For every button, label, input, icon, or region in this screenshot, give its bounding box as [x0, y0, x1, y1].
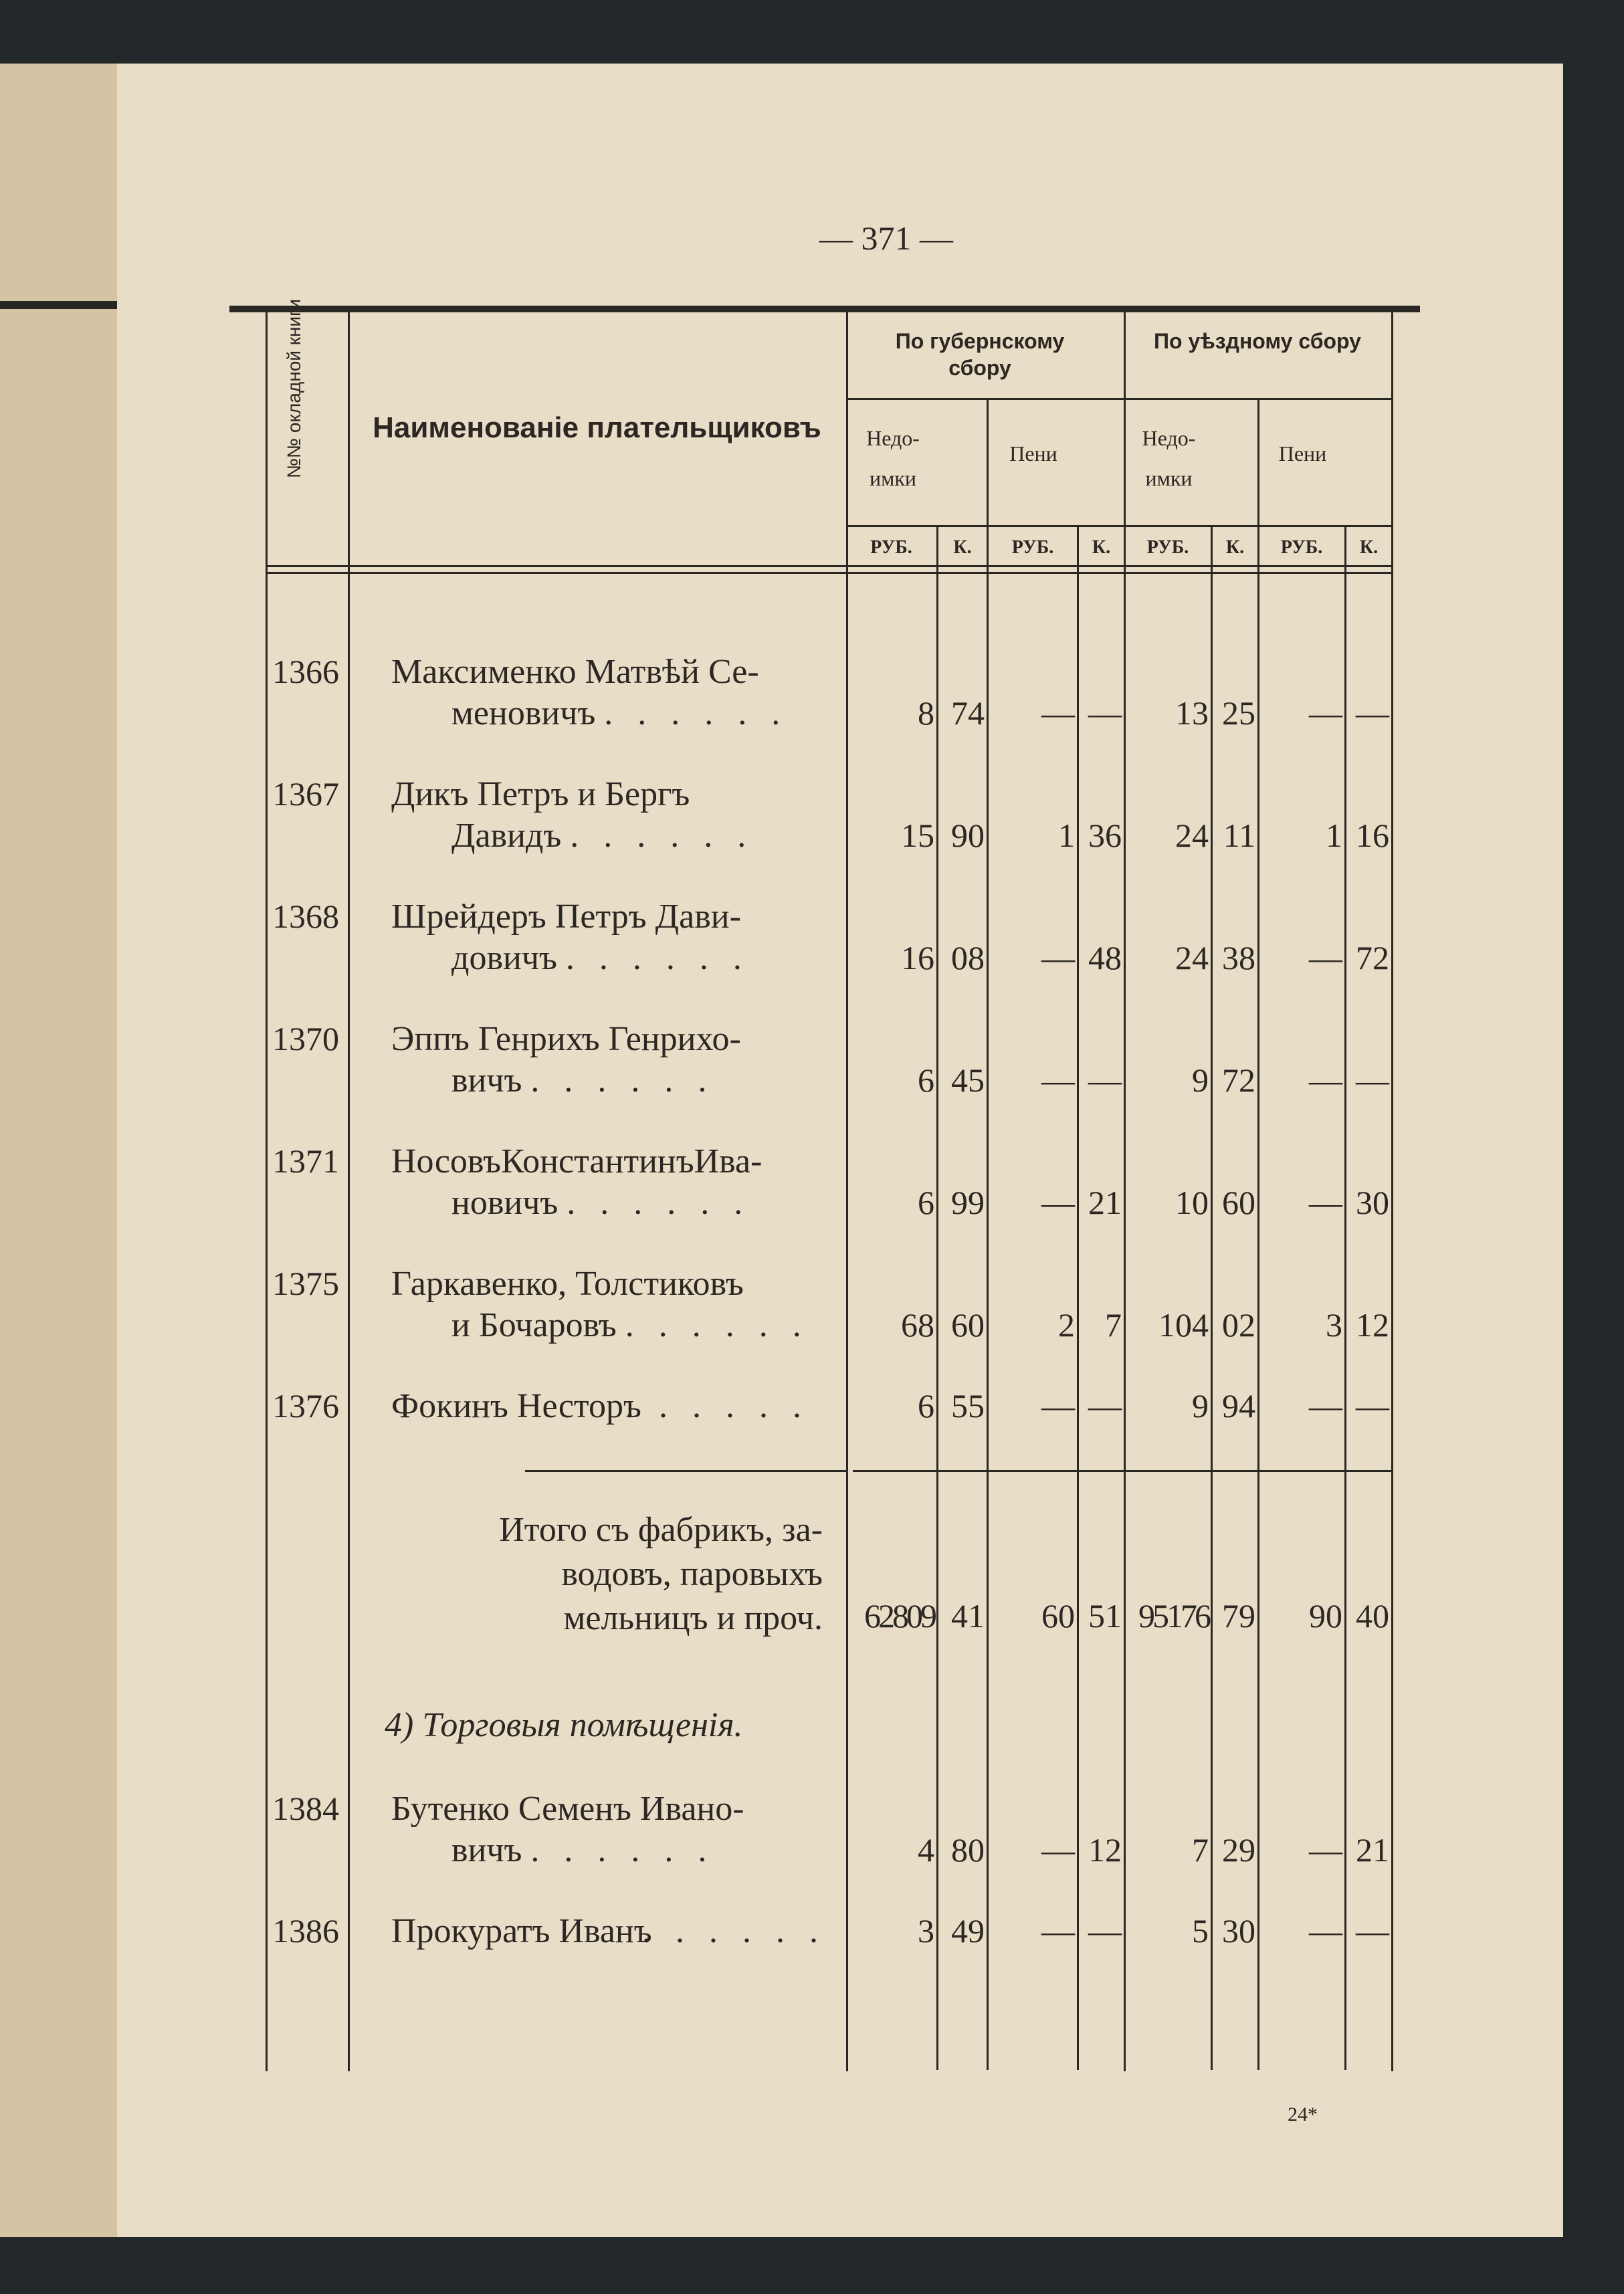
- amount-cell: 104: [1158, 1306, 1209, 1344]
- col-divider: [1257, 398, 1259, 2070]
- amount-cell: —: [1356, 1061, 1389, 1099]
- leader-dots: . . . . . .: [570, 817, 754, 855]
- amount-cell: —: [1088, 1387, 1122, 1425]
- kop-unit: К.: [1092, 537, 1111, 558]
- payer-name-line1: Шрейдеръ Петръ Дави-: [391, 898, 741, 936]
- book-number: 1375: [272, 1265, 339, 1302]
- amount-cell: 21: [1356, 1831, 1389, 1869]
- amount-cell: 48: [1088, 939, 1122, 976]
- amount-cell: —: [1041, 1912, 1075, 1950]
- payer-name-text: вичъ: [451, 1061, 531, 1100]
- amount-cell: 13: [1175, 694, 1209, 732]
- amount-cell: 10: [1175, 1184, 1209, 1221]
- amount-cell: 45: [951, 1061, 985, 1099]
- total-amount: 62809: [864, 1597, 934, 1635]
- amount-cell: 08: [951, 939, 985, 976]
- section-title: 4) Торговыя помѣщенія.: [385, 1706, 743, 1744]
- amount-cell: 72: [1222, 1061, 1255, 1099]
- payer-name-dots: [642, 1911, 826, 1952]
- amount-cell: —: [1356, 1912, 1389, 1950]
- amount-cell: 5: [1192, 1912, 1209, 1950]
- leader-dots: . . . . . .: [530, 1061, 715, 1100]
- amount-cell: 6: [918, 1061, 934, 1099]
- amount-cell: 72: [1356, 939, 1389, 976]
- total-rule: [525, 1470, 846, 1472]
- amount-cell: —: [1356, 1387, 1389, 1425]
- book-number: 1368: [272, 898, 339, 935]
- rub-unit: РУБ.: [870, 537, 912, 558]
- amount-cell: —: [1041, 1387, 1075, 1425]
- amount-cell: —: [1309, 1184, 1342, 1221]
- header-rule: [266, 572, 1391, 574]
- total-amount: 41: [951, 1597, 985, 1635]
- leader-dots: . . . . . .: [642, 1912, 826, 1950]
- kop-unit: К.: [1225, 537, 1245, 558]
- amount-cell: 30: [1356, 1184, 1389, 1221]
- amount-cell: 02: [1222, 1306, 1255, 1344]
- amount-cell: 1: [1326, 817, 1342, 854]
- payer-name-text: меновичъ: [451, 694, 605, 732]
- total-amount: 60: [1041, 1597, 1075, 1635]
- amount-cell: —: [1041, 1184, 1075, 1221]
- total-line: водовъ, паровыхъ: [561, 1555, 823, 1593]
- amount-cell: 7: [1105, 1306, 1122, 1344]
- book-number: 1386: [272, 1912, 339, 1950]
- header-rule: [1124, 398, 1391, 400]
- header-rule: [846, 525, 1391, 527]
- leader-dots: . . . . . .: [567, 1184, 751, 1222]
- header-rule: [266, 565, 1391, 567]
- footer-mark: 24*: [1288, 2103, 1318, 2125]
- payer-name-line1: Фокинъ Несторъ: [391, 1387, 641, 1425]
- total-rule: [853, 1470, 1391, 1472]
- payer-name-line1: Максименко Матвѣй Се-: [391, 653, 759, 691]
- amount-cell: —: [1041, 939, 1075, 976]
- amount-cell: 90: [951, 817, 985, 854]
- amount-cell: 11: [1223, 817, 1255, 854]
- amount-cell: 3: [918, 1912, 934, 1950]
- penalty-header: Пени: [1009, 441, 1057, 465]
- uezd-header: По уѣздному сбору: [1154, 329, 1361, 353]
- amount-cell: —: [1088, 1912, 1122, 1950]
- book-number: 1384: [272, 1790, 339, 1827]
- rub-unit: РУБ.: [1280, 537, 1323, 558]
- leader-dots: . . . . . .: [625, 1306, 809, 1344]
- table-top-rule: [229, 306, 1420, 312]
- total-amount: 90: [1309, 1597, 1342, 1635]
- col-divider: [348, 312, 350, 2071]
- amount-cell: 16: [901, 939, 934, 976]
- payer-name-line1: Эппъ Генрихъ Генрихо-: [391, 1020, 741, 1058]
- amount-cell: 12: [1356, 1306, 1389, 1344]
- left-page-edge: [0, 64, 117, 2237]
- payer-name-text: довичъ: [451, 939, 566, 977]
- col-divider: [1391, 312, 1393, 2071]
- amount-cell: 30: [1222, 1912, 1255, 1950]
- amount-cell: —: [1309, 1912, 1342, 1950]
- header-rule: [846, 398, 1124, 400]
- payer-name-line1: Дикъ Петръ и Бергъ: [391, 775, 690, 813]
- amount-cell: —: [1088, 1061, 1122, 1099]
- payer-name-line1: НосовъКонстантинъИва-: [391, 1142, 763, 1180]
- amount-cell: —: [1309, 1061, 1342, 1099]
- amount-cell: 8: [918, 694, 934, 732]
- leader-dots: . . . . . .: [565, 939, 750, 977]
- total-amount: 51: [1088, 1597, 1122, 1635]
- payer-name-line2: [451, 694, 788, 734]
- penalty-header: Пени: [1278, 441, 1327, 465]
- amount-cell: —: [1309, 939, 1342, 976]
- amount-cell: 36: [1088, 817, 1122, 854]
- leader-dots: . . . . . .: [604, 694, 789, 732]
- amount-cell: 24: [1175, 939, 1209, 976]
- amount-cell: —: [1356, 694, 1389, 732]
- book-number: 1370: [272, 1020, 339, 1057]
- amount-cell: 60: [951, 1306, 985, 1344]
- amount-cell: 9: [1192, 1061, 1209, 1099]
- arrears-header: Недо- имки: [1142, 426, 1196, 490]
- amount-cell: —: [1041, 694, 1075, 732]
- total-amount: 79: [1222, 1597, 1255, 1635]
- kop-unit: К.: [953, 537, 972, 558]
- book-number: 1366: [272, 653, 339, 690]
- payer-name-line2: [451, 1831, 714, 1871]
- total-line: Итого съ фабрикъ, за-: [499, 1511, 823, 1549]
- payer-name-dots: [625, 1386, 809, 1427]
- rub-unit: РУБ.: [1011, 537, 1054, 558]
- amount-cell: —: [1309, 694, 1342, 732]
- amount-cell: 94: [1222, 1387, 1255, 1425]
- amount-cell: 25: [1222, 694, 1255, 732]
- payer-name-line2: [451, 816, 754, 856]
- amount-cell: 29: [1222, 1831, 1255, 1869]
- payer-name-line2: [451, 1306, 809, 1346]
- payer-name-line2: [451, 938, 750, 978]
- payer-name-line1: Прокуратъ Иванъ: [391, 1912, 652, 1950]
- amount-cell: 80: [951, 1831, 985, 1869]
- amount-cell: —: [1041, 1831, 1075, 1869]
- leader-dots: . . . . . .: [625, 1387, 809, 1425]
- amount-cell: 7: [1192, 1831, 1209, 1869]
- payer-name-text: и Бочаровъ: [451, 1306, 625, 1344]
- amount-cell: 68: [901, 1306, 934, 1344]
- col-divider: [266, 312, 268, 2071]
- payer-name-text: Давидъ: [451, 817, 571, 855]
- gub-header: По губернскому сбору: [895, 329, 1065, 380]
- amount-cell: 16: [1356, 817, 1389, 854]
- total-label: [448, 1508, 823, 1641]
- book-no-header: №№ окладной книги: [284, 299, 304, 478]
- amount-cell: 60: [1222, 1184, 1255, 1221]
- payer-name-header: Наименованіе плательщиковъ: [373, 411, 821, 444]
- amount-cell: —: [1041, 1061, 1075, 1099]
- payer-name-text: новичъ: [451, 1184, 567, 1222]
- payer-name-line1: Гаркавенко, Толстиковъ: [391, 1265, 744, 1303]
- left-page-rule: [0, 301, 117, 309]
- amount-cell: 38: [1222, 939, 1255, 976]
- amount-cell: —: [1088, 694, 1122, 732]
- payer-name-text: вичъ: [451, 1831, 531, 1869]
- leader-dots: . . . . . .: [530, 1831, 715, 1869]
- page-number: — 371 —: [819, 219, 953, 257]
- amount-cell: —: [1309, 1831, 1342, 1869]
- total-line: мельницъ и проч.: [563, 1599, 823, 1637]
- book-number: 1371: [272, 1142, 339, 1180]
- book-page: [117, 64, 1563, 2237]
- arrears-header: Недо- имки: [866, 426, 920, 490]
- amount-cell: 12: [1088, 1831, 1122, 1869]
- total-amount: 95176: [1138, 1597, 1209, 1635]
- rub-unit: РУБ.: [1146, 537, 1189, 558]
- amount-cell: 9: [1192, 1387, 1209, 1425]
- amount-cell: 6: [918, 1387, 934, 1425]
- kop-unit: К.: [1359, 537, 1379, 558]
- amount-cell: 4: [918, 1831, 934, 1869]
- amount-cell: 2: [1058, 1306, 1075, 1344]
- amount-cell: 1: [1058, 817, 1075, 854]
- book-number: 1367: [272, 775, 339, 813]
- amount-cell: 55: [951, 1387, 985, 1425]
- amount-cell: 3: [1326, 1306, 1342, 1344]
- amount-cell: 24: [1175, 817, 1209, 854]
- total-amount: 40: [1356, 1597, 1389, 1635]
- amount-cell: 99: [951, 1184, 985, 1221]
- payer-name-line2: [451, 1061, 714, 1101]
- amount-cell: 21: [1088, 1184, 1122, 1221]
- amount-cell: 15: [901, 817, 934, 854]
- amount-cell: —: [1309, 1387, 1342, 1425]
- payer-name-line2: [451, 1183, 750, 1223]
- col-divider: [987, 398, 989, 2070]
- amount-cell: 49: [951, 1912, 985, 1950]
- payer-name-line1: Бутенко Семенъ Ивано-: [391, 1790, 744, 1828]
- amount-cell: 6: [918, 1184, 934, 1221]
- amount-cell: 74: [951, 694, 985, 732]
- book-number: 1376: [272, 1387, 339, 1425]
